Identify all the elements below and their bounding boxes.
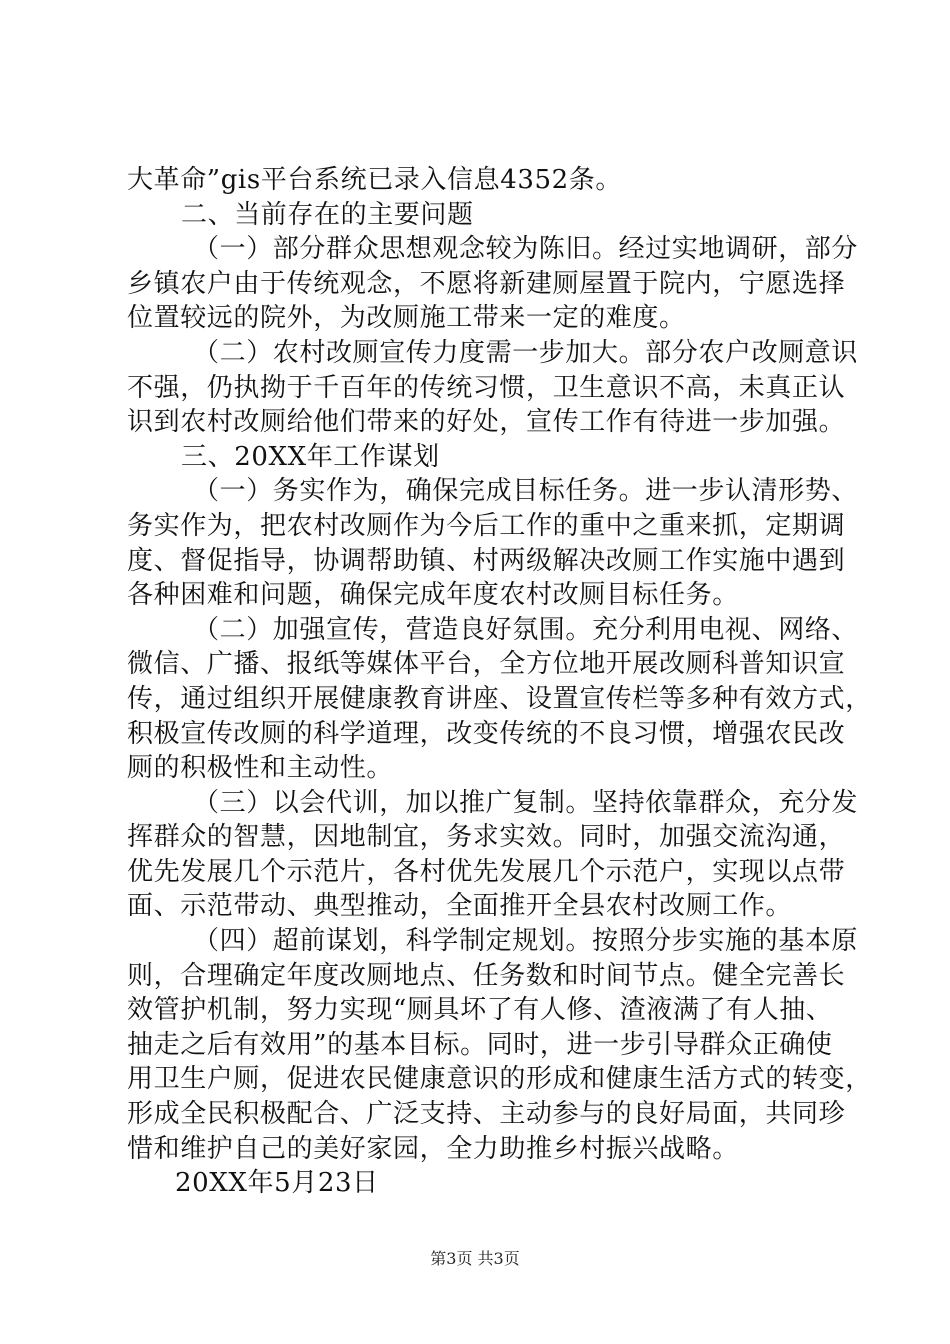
section-heading: 二、当前存在的主要问题 (181, 199, 474, 230)
paragraph-line: 积极宣传改厕的科学道理，改变传统的不良习惯，增强农民改 (127, 718, 846, 749)
paragraph-line: 不强，仍执拗于千百年的传统习惯，卫生意识不高，未真正认 (127, 372, 846, 403)
paragraph-line: 各种困难和问题，确保完成年度农村改厕目标任务。 (127, 580, 739, 611)
paragraph-line: （二）农村改厕宣传力度需一步加大。部分农户改厕意识 (193, 337, 859, 368)
paragraph-line: （四）超前谋划，科学制定规划。按照分步实施的基本原 (193, 926, 859, 957)
paragraph-line: 效管护机制，努力实现“厕具坏了有人修、渣液满了有人抽、 (127, 995, 833, 1026)
paragraph-line: （三）以会代训，加以推广复制。坚持依靠群众，充分发 (193, 787, 859, 818)
document-date: 20XX年5月23日 (175, 1168, 379, 1199)
paragraph-line: 位置较远的院外，为改厕施工带来一定的难度。 (127, 303, 686, 334)
document-body (127, 163, 872, 1201)
paragraph-line: 识到农村改厕给他们带来的好处，宣传工作有待进一步加强。 (127, 407, 846, 438)
paragraph-line: 用卫生户厕，促进农民健康意识的形成和健康生活方式的转变， (127, 1064, 872, 1095)
paragraph-line: （二）加强宣传，营造良好氛围。充分利用电视、网络、 (193, 614, 859, 645)
paragraph-line: 厕的积极性和主动性。 (127, 753, 394, 784)
paragraph-line: 挥群众的智慧，因地制宜，务求实效。同时，加强交流沟通， (127, 822, 846, 853)
paragraph-line: 传，通过组织开展健康教育讲座、设置宣传栏等多种有效方式， (127, 683, 872, 714)
section-heading: 三、20XX年工作谋划 (181, 441, 440, 472)
paragraph-line: （一）部分群众思想观念较为陈旧。经过实地调研，部分 (193, 234, 859, 265)
paragraph-line: 务实作为，把农村改厕作为今后工作的重中之重来抓，定期调 (127, 510, 846, 541)
paragraph-line: 形成全民积极配合、广泛支持、主动参与的良好局面，共同珍 (127, 1099, 846, 1130)
paragraph-line: 则，合理确定年度改厕地点、任务数和时间节点。健全完善长 (127, 960, 846, 991)
paragraph-line: （一）务实作为，确保完成目标任务。进一步认清形势、 (193, 476, 859, 507)
paragraph-line: 度、督促指导，协调帮助镇、村两级解决改厕工作实施中遇到 (127, 545, 846, 576)
paragraph-line: 优先发展几个示范片，各村优先发展几个示范户，实现以点带 (127, 856, 846, 887)
paragraph-line: 微信、广播、报纸等媒体平台，全方位地开展改厕科普知识宣 (127, 649, 846, 680)
page-footer: 第3页 共3页 (430, 1249, 520, 1268)
paragraph-line: 面、示范带动、典型推动，全面推开全县农村改厕工作。 (127, 891, 793, 922)
paragraph-line: 大革命”gis平台系统已录入信息4352条。 (127, 165, 622, 195)
paragraph-line: 惜和维护自己的美好家园，全力助推乡村振兴战略。 (127, 1133, 739, 1164)
paragraph-line: 抽走之后有效用”的基本目标。同时，进一步引导群众正确使 (127, 1029, 833, 1060)
paragraph-line: 乡镇农户由于传统观念，不愿将新建厕屋置于院内，宁愿选择 (127, 268, 846, 299)
